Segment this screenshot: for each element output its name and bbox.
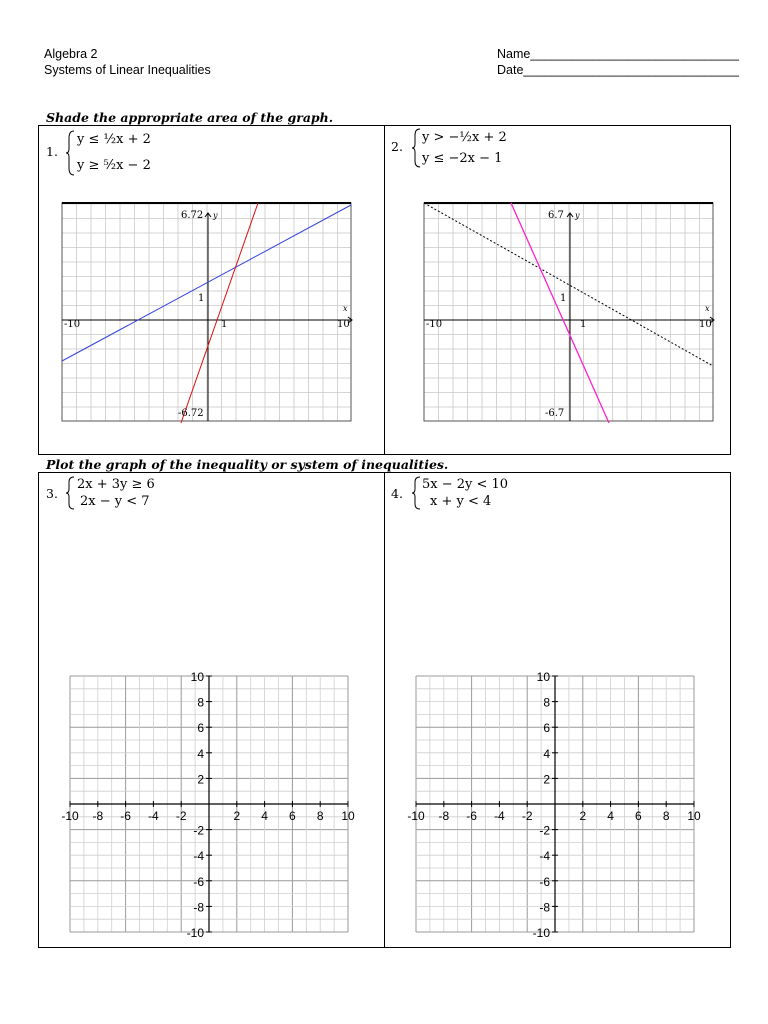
graph2-y-name: y	[575, 211, 580, 220]
graph2-x-unit-label: 1	[580, 319, 587, 330]
x-tick-label: 2	[233, 809, 241, 823]
x-tick-label: 8	[662, 809, 670, 823]
y-tick-label: 4	[543, 746, 550, 761]
y-tick-label: -8	[539, 900, 550, 915]
x-tick-label: 2	[579, 809, 587, 823]
problem2-brace	[412, 128, 422, 168]
y-tick-label: 8	[543, 695, 550, 710]
x-tick-label: -2	[175, 809, 187, 823]
y-tick-label: -2	[539, 823, 550, 838]
x-tick-label: -8	[92, 809, 104, 823]
problem4-number: 4.	[391, 486, 403, 501]
y-tick-label: 6	[543, 721, 550, 736]
x-tick-label: -4	[148, 809, 159, 823]
y-tick-label: -6	[539, 874, 550, 889]
graph1	[61, 201, 353, 423]
graph1-ymin-label: -6.72	[178, 408, 204, 419]
graph1-y-unit-label: 1	[198, 293, 205, 304]
graph2-y-unit-label: 1	[560, 293, 567, 304]
graph1-ymax-label: 6.72	[181, 210, 204, 221]
x-tick-label: -10	[61, 809, 79, 823]
x-tick-label: 6	[635, 809, 642, 823]
graph1-grid	[62, 203, 351, 421]
problem3-line1: 2x + 3y ≥ 6	[77, 477, 155, 492]
problem1-line1: y ≤ ½x + 2	[77, 132, 151, 147]
graph2	[423, 201, 715, 423]
x-tick-label: 10	[341, 809, 355, 823]
y-tick-label: -4	[539, 849, 550, 864]
problem4-blank-grid[interactable]	[402, 664, 707, 944]
graph2-ymax-label: 6.7	[548, 210, 564, 221]
y-tick-label: 10	[536, 670, 550, 684]
y-tick-label: -6	[193, 874, 204, 889]
graph2-xmax-label: 10	[699, 319, 712, 330]
x-tick-label: -8	[438, 809, 450, 823]
y-tick-label: -10	[186, 926, 204, 940]
graph1-x-name: x	[343, 304, 348, 313]
graph2-xmin-label: -10	[426, 319, 443, 330]
x-tick-label: 10	[687, 809, 701, 823]
graph2-ymin-label: -6.7	[545, 408, 565, 419]
graph1-xmin-label: -10	[64, 319, 81, 330]
graph2-grid	[424, 203, 713, 421]
y-tick-label: -4	[193, 849, 204, 864]
problem3-number: 3.	[46, 486, 58, 501]
x-tick-label: 4	[261, 809, 268, 823]
graph1-y-name: y	[213, 211, 218, 220]
y-tick-label: 2	[197, 772, 204, 787]
header-right	[497, 46, 739, 78]
y-tick-label: 2	[543, 772, 550, 787]
x-tick-label: -6	[120, 809, 131, 823]
y-tick-label: 8	[197, 695, 204, 710]
problem3-line2: 2x − y < 7	[80, 494, 150, 509]
course-title: Algebra 2	[44, 47, 98, 61]
section1-title: Shade the appropriate area of the graph.	[46, 110, 334, 125]
y-tick-label: -10	[532, 926, 550, 940]
x-tick-label: -2	[521, 809, 533, 823]
y-tick-label: -8	[193, 900, 204, 915]
x-tick-label: 4	[607, 809, 614, 823]
problem4-line1: 5x − 2y < 10	[422, 477, 509, 492]
problem2-number: 2.	[391, 139, 403, 154]
problem2-line2: y ≤ −2x − 1	[422, 151, 503, 166]
name-field[interactable]: Name______________________________	[497, 47, 739, 61]
y-tick-label: 6	[197, 721, 204, 736]
problem3-brace	[66, 476, 76, 510]
y-tick-label: -2	[193, 823, 204, 838]
problem1-brace	[66, 130, 76, 176]
graph2-x-name: x	[705, 304, 710, 313]
y-tick-label: 4	[197, 746, 204, 761]
problem4-line2: x + y < 4	[430, 494, 492, 509]
x-tick-label: 6	[289, 809, 296, 823]
y-tick-label: 10	[190, 670, 204, 684]
section2-title: Plot the graph of the inequality or system of inequalities.	[46, 457, 449, 472]
graph1-xmax-label: 10	[337, 319, 350, 330]
date-field[interactable]: Date_______________________________	[497, 63, 739, 77]
x-tick-label: -6	[466, 809, 477, 823]
graph1-x-unit-label: 1	[221, 319, 228, 330]
x-tick-label: -4	[494, 809, 505, 823]
header-left	[44, 46, 211, 78]
problem3-blank-grid[interactable]	[56, 664, 361, 944]
problem2-line1: y > −½x + 2	[422, 130, 507, 145]
x-tick-label: 8	[316, 809, 324, 823]
x-tick-label: -10	[407, 809, 425, 823]
problem1-line2: y ≥ ⁵⁄₂x − 2	[77, 158, 151, 173]
problem4-brace	[412, 476, 422, 510]
problem1-number: 1.	[46, 144, 58, 159]
topic-title: Systems of Linear Inequalities	[44, 63, 211, 77]
